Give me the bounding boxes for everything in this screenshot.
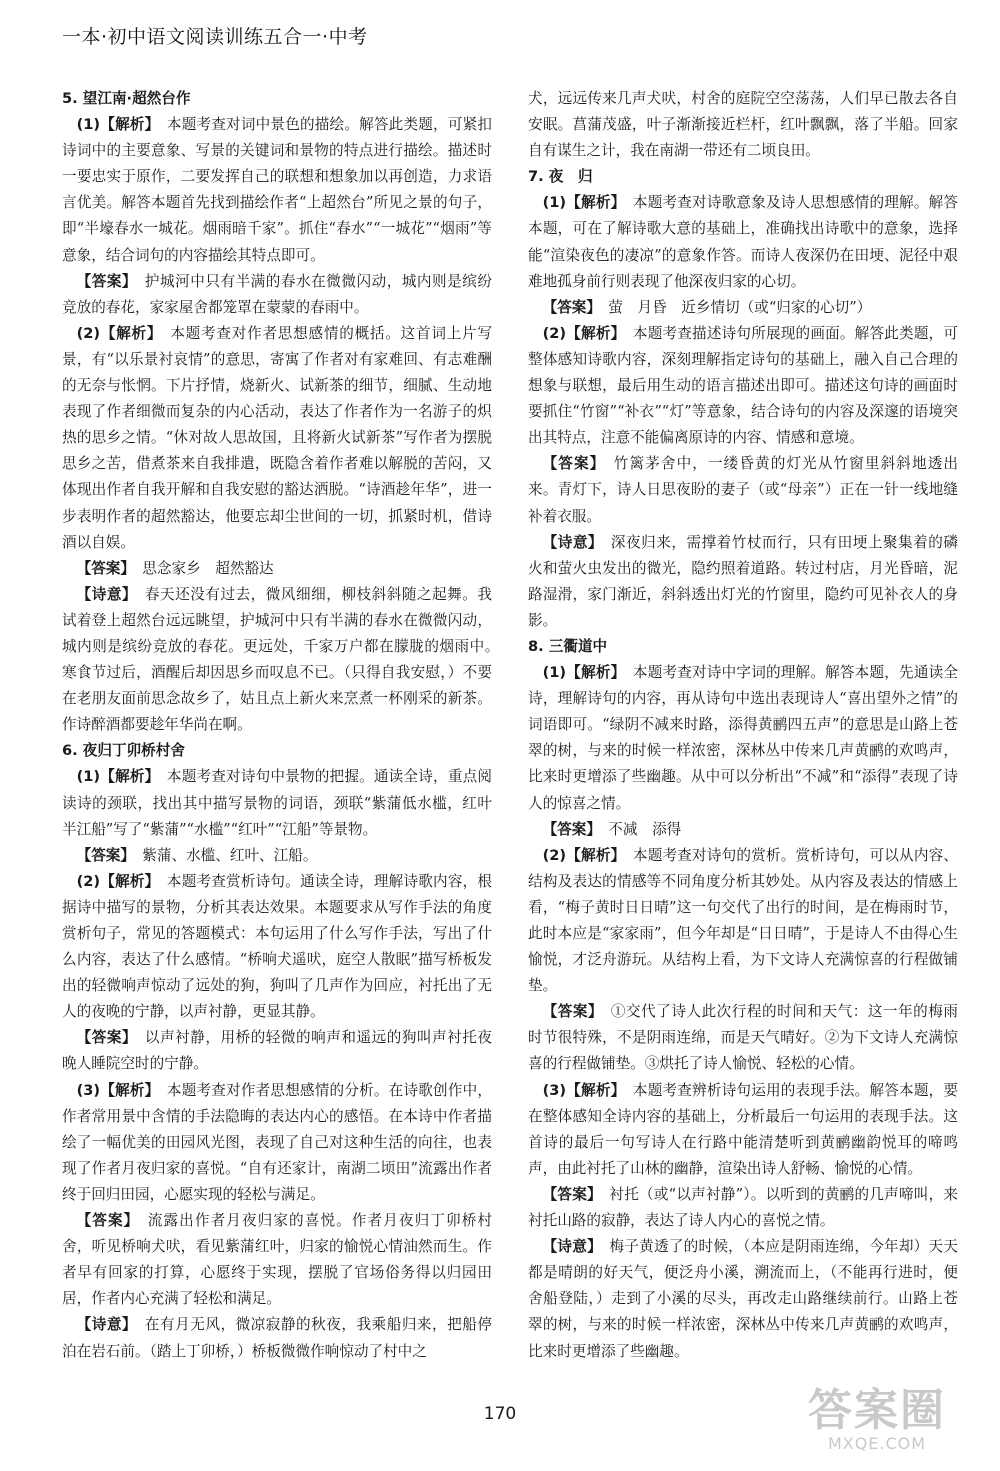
paragraph-tag: 【诗意】 [76, 585, 138, 603]
paragraph-text: 本题考查对作者思想感情的分析。在诗歌创作中，作者常用景中含情的手法隐晦的表达内心的感悟。在本诗中作者描绘了一幅优美的田园风光图，表现了自己对这种生活的向往，也表现了作者月夜归家的喜悦。“自有还家计，南湖二顷田”流露出作者终于回归田园，心愿实现的轻松与满足。 [62, 1081, 492, 1203]
answer-paragraph [528, 321, 958, 451]
answer-paragraph [62, 869, 492, 1026]
watermark-sub: MXQE.COM [827, 1434, 927, 1453]
paragraph-tag: (1)【解析】 [76, 116, 160, 134]
paragraph-text: 在有月无风，微凉寂静的秋夜，我乘船归来，把船停泊在岩石前。（踏上丁卯桥，）桥板微微作响惊动了村中之 [62, 1316, 492, 1360]
answer-paragraph [62, 112, 492, 269]
paragraph-tag: 【诗意】 [542, 1238, 602, 1256]
paragraph-tag: (3)【解析】 [542, 1081, 626, 1099]
answer-paragraph [528, 86, 958, 164]
paragraph-text: 思念家乡 超然豁达 [142, 559, 274, 577]
answer-paragraph [528, 660, 958, 817]
answer-paragraph [62, 556, 492, 582]
paragraph-text: 本题考查赏析诗句。通读全诗，理解诗歌内容，根据诗中描写的景物，分析其表达效果。本题要求从写作手法的角度赏析句子，常见的答题模式：本句运用了什么写作手法，写出了什么内容，表达了什么感情。“桥响犬遥吠，庭空人散眠”描写桥板发出的轻微响声惊动了远处的狗，狗叫了几声作为回应，衬托出了无人的夜晚的宁静，以声衬静，更显其静。 [62, 872, 492, 1021]
paragraph-text: 本题考查描述诗句所展现的画面。解答此类题，可整体感知诗歌内容，深刻理解指定诗句的基础上，融入自己合理的想象与联想，最后用生动的语言描述出即可。描述这句诗的画面时要抓住“竹窗”“补衣”“灯”等意象，结合诗句的内容及深邃的语境突出其特点，注意不能偏离原诗的内容、情感和意境。 [528, 324, 958, 447]
watermark-logo [772, 1387, 982, 1459]
paragraph-tag: (2)【解析】 [76, 872, 160, 890]
answer-paragraph [528, 530, 958, 634]
paragraph-text: 本题考查对诗句的赏析。赏析诗句，可以从内容、结构及表达的情感等不同角度分析其妙处。从内容及表达的情感上看，“梅子黄时日日晴”这一句交代了出行的时间，是在梅雨时节，此时本应是“家家雨”，但今年却是“日日晴”，于是诗人不由得心生愉悦，才泛舟游玩。从结构上看，为下文诗人充满惊喜的行程做铺垫。 [528, 846, 958, 995]
answer-paragraph [62, 1078, 492, 1208]
section-title: 7. 夜 归 [528, 168, 593, 186]
paragraph-text: 护城河中只有半满的春水在微微闪动，城内则是缤纷竞放的春花，家家屋舍都笼罩在蒙蒙的春雨中。 [62, 272, 492, 316]
paragraph-text: 梅子黄透了的时候，（本应是阴雨连绵，今年却）天天都是晴朗的好天气，便泛舟小溪，溯流而上，（不能再行进时，便舍船登陆，）走到了小溪的尽头，再改走山路继续前行。山路上苍翠的树，与来的时候一样浓密，深林丛中传来几声黄鹂的欢鸣声，比来时更增添了些幽趣。 [528, 1238, 958, 1360]
watermark-main: 答案圈 [808, 1385, 946, 1436]
paragraph-text: 竹篱茅舍中，一缕昏黄的灯光从竹窗里斜斜地透出来。青灯下，诗人日思夜盼的妻子（或“母亲”）正在一针一线地缝补着衣服。 [528, 455, 958, 525]
paragraph-text: 以声衬静，用桥的轻微的响声和遥远的狗叫声衬托夜晚人睡院空时的宁静。 [62, 1029, 492, 1073]
paragraph-tag: (2)【解析】 [76, 324, 163, 342]
paragraph-text: 春天还没有过去，微风细细，柳枝斜斜随之起舞。我试着登上超然台远远眺望，护城河中只有半满的春水在微微闪动，城内则是缤纷竞放的春花。更远处，千家万户都在朦胧的烟雨中。 寒食节过后，酒醒后却因思乡而叹息不已。（只得自我安慰，）不要在老朋友面前思念故乡了，姑且点上新火来烹煮一杯刚采的新茶。作诗醉酒都要趁年华尚在啊。 [62, 585, 522, 734]
running-header [62, 22, 942, 53]
left-column [62, 86, 522, 1365]
paragraph-tag: (1)【解析】 [542, 664, 626, 682]
paragraph-tag: (3)【解析】 [76, 1081, 160, 1099]
answer-paragraph [528, 817, 958, 843]
section-title: 6. 夜归丁卯桥村舍 [62, 742, 185, 760]
paragraph-tag: (1)【解析】 [76, 768, 160, 786]
answer-paragraph [528, 190, 958, 294]
paragraph-text: ①交代了诗人此次行程的时间和天气：这一年的梅雨时节很特殊，不是阴雨连绵，而是天气晴好。②为下文诗人充满惊喜的行程做铺垫。③烘托了诗人愉悦、轻松的心情。 [528, 1003, 958, 1073]
header-title: 一本·初中语文阅读训练五合一·中考 [62, 26, 368, 48]
answer-paragraph [528, 451, 958, 529]
answer-paragraph [528, 999, 958, 1077]
answer-paragraph [528, 843, 958, 1000]
section-title: 5. 望江南·超然台作 [62, 90, 191, 107]
right-column [528, 86, 958, 1365]
paragraph-tag: (1)【解析】 [542, 194, 626, 212]
paragraph-text: 本题考查对词中景色的描绘。解答此类题，可紧扣诗词中的主要意象、写景的关键词和景物的特点进行描绘。描述时一要忠实于原作，二要发挥自己的联想和想象加以再创造，力求语言优美。解答本题首先找到描绘作者“上超然台”所见之景的句子，即“半壕春水一城花。烟雨暗千家”。抓住“春水”“一城花”“烟雨”等意象，结合词句的内容描绘其特点即可。 [62, 116, 492, 264]
answer-paragraph [62, 1312, 492, 1364]
answer-paragraph [528, 295, 958, 321]
paragraph-text: 深夜归来，需撑着竹杖而行，只有田埂上聚集着的磷火和萤火虫发出的微光，隐约照着道路。转过村店，月光昏暗，泥路湿滑，家门渐近，斜斜透出灯光的竹窗里，隐约可见补衣人的身影。 [528, 533, 958, 629]
answer-paragraph [62, 269, 492, 321]
answer-paragraph [528, 1234, 958, 1364]
answer-paragraph [62, 843, 492, 869]
answer-paragraph [62, 1025, 492, 1077]
paragraph-tag: 【答案】 [542, 1185, 602, 1203]
answer-paragraph [528, 1182, 958, 1234]
paragraph-text: 本题考查对作者思想感情的概括。这首词上片写景，有“以乐景衬哀情”的意思，寄寓了作者对有家难回、有志难酬的无奈与怅惘。下片抒情，烧新火、试新茶的细节，细腻、生动地表现了作者细微而复杂的内心活动，表达了作者作为一名游子的炽热的思乡之情。“休对故人思故国，且将新火试新茶”写作者为摆脱思乡之苦，借煮茶来自我排遣，既隐含着作者难以解脱的苦闷，又体现出作者自我开解和自我安慰的豁达洒脱。“诗酒趁年华”，进一步表明作者的超然豁达，他要忘却尘世间的一切，抓紧时机，借诗酒以自娱。 [62, 324, 492, 551]
paragraph-tag: 【答案】 [542, 298, 601, 316]
paragraph-tag: 【诗意】 [542, 533, 604, 551]
paragraph-tag: 【答案】 [542, 820, 601, 838]
paragraph-tag: 【答案】 [542, 1003, 604, 1021]
paragraph-text: 本题考查对诗句中景物的把握。通读全诗，重点阅读诗的颈联，找出其中描写景物的词语，颈联“紫蒲低水槛，红叶半江船”写了“紫蒲”“水槛”“红叶”“江船”等景物。 [62, 768, 492, 838]
answer-paragraph [62, 1208, 492, 1312]
page-number: 170 [483, 1404, 517, 1424]
paragraph-tag: (2)【解析】 [542, 324, 626, 342]
paragraph-tag: 【诗意】 [76, 1316, 138, 1334]
paragraph-tag: 【答案】 [76, 272, 138, 290]
paragraph-tag: 【答案】 [76, 1029, 138, 1047]
paragraph-tag: (2)【解析】 [542, 846, 626, 864]
paragraph-tag: 【答案】 [542, 455, 606, 473]
paragraph-text: 萤 月昏 近乡情切（或“归家的心切”） [608, 298, 872, 316]
paragraph-text: 本题考查对诗歌意象及诗人思想感情的理解。解答本题，可在了解诗歌大意的基础上，准确找出诗歌中的意象，选择能“渲染夜色的凄凉”的意象作答。而诗人夜深仍在田埂、泥径中艰难地孤身前行则表现了他深夜归家的心切。 [528, 194, 958, 290]
paragraph-text: 本题考查对诗中字词的理解。解答本题，先通读全诗，理解诗句的内容，再从诗句中选出表现诗人“喜出望外之情”的词语即可。“绿阴不减来时路，添得黄鹂四五声”的意思是山路上苍翠的树，与来的时候一样浓密，深林丛中传来几声黄鹂的欢鸣声，比来时更增添了些幽趣。从中可以分析出“不减”和“添得”表现了诗人的惊喜之情。 [528, 664, 958, 812]
paragraph-text: 犬，远远传来几声犬吠，村舍的庭院空空荡荡，人们早已散去各自安眠。菖蒲茂盛，叶子渐渐接近栏杆，红叶飘飘，落了半船。回家自有谋生之计，我在南湖一带还有二顷良田。 [528, 90, 958, 160]
answer-paragraph [62, 321, 492, 556]
paragraph-text: 衬托（或“以声衬静”）。以听到的黄鹂的几声啼叫，来衬托山路的寂静，表达了诗人内心的喜悦之情。 [528, 1185, 958, 1230]
answer-paragraph [528, 1078, 958, 1182]
answer-paragraph [62, 582, 522, 739]
paragraph-tag: 【答案】 [76, 1212, 140, 1230]
paragraph-text: 不减 添得 [608, 820, 682, 838]
paragraph-text: 流露出作者月夜归家的喜悦。作者月夜归丁卯桥村舍，听见桥响犬吠，看见紫蒲红叶，归家的愉悦心情油然而生。作者早有回家的打算，心愿终于实现，摆脱了官场俗务得以归园田居，作者内心充满了轻松和满足。 [62, 1212, 492, 1308]
paragraph-text: 紫蒲、水槛、红叶、江船。 [142, 846, 318, 864]
answer-paragraph [62, 764, 492, 842]
paragraph-tag: 【答案】 [76, 846, 135, 864]
section-title: 8. 三衢道中 [528, 637, 608, 655]
paragraph-text: 本题考查辨析诗句运用的表现手法。解答本题，要在整体感知全诗内容的基础上，分析最后一句运用的表现手法。这首诗的最后一句写诗人在行路中能清楚听到黄鹂幽韵悦耳的啼鸣声，由此衬托了山林的幽静，渲染出诗人舒畅、愉悦的心情。 [528, 1081, 958, 1177]
paragraph-tag: 【答案】 [76, 559, 135, 577]
